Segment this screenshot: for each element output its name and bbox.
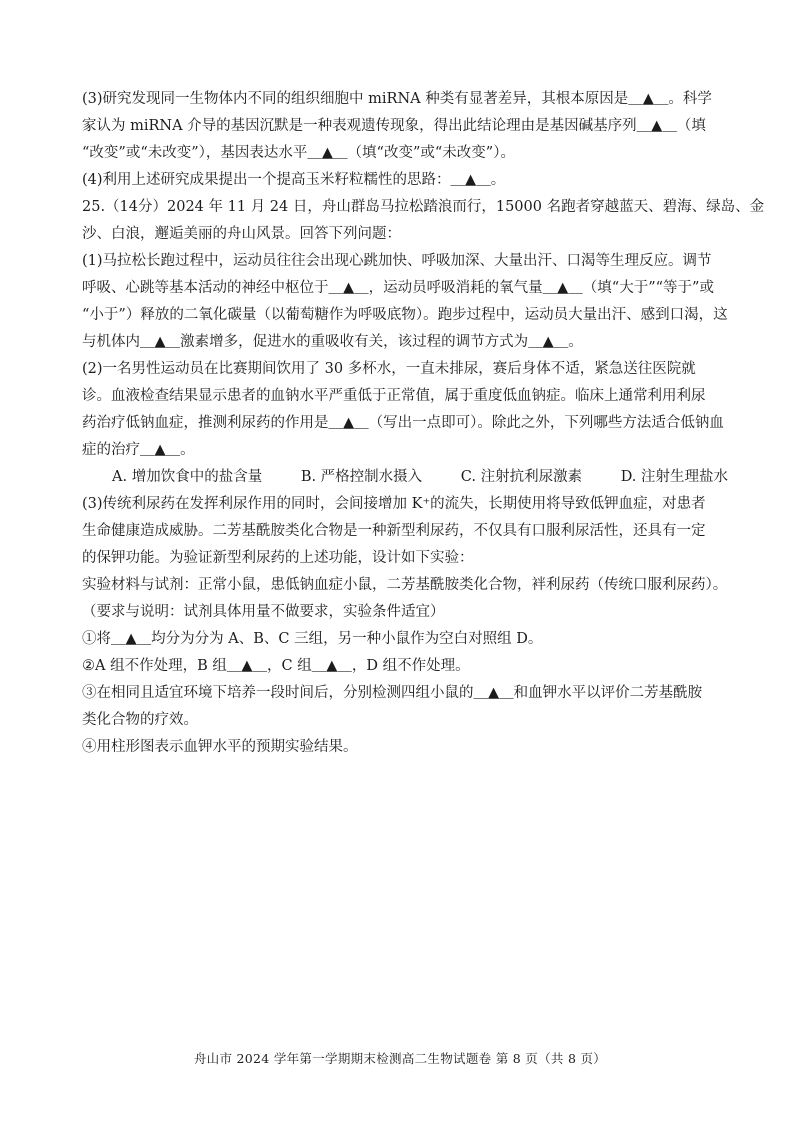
step-1: ①将＿▲＿均分为分为 A、B、C 三组，另一种小鼠作为空白对照组 D。 xyxy=(82,631,543,647)
text-line: （要求与说明：试剂具体用量不做要求，实验条件适宜） xyxy=(82,604,445,620)
text-line: (3)传统利尿药在发挥利尿作用的同时，会间接增加 K⁺的流失，长期使用将导致低钾血症，对患者 xyxy=(82,496,706,512)
text-line: (2)一名男性运动员在比赛期间饮用了 30 多杯水，一直未排尿，赛后身体不适，紧急送往医院就 xyxy=(82,361,696,377)
text-line: (3)研究发现同一生物体内不同的组织细胞中 miRNA 种类有显著差异，其根本原因是＿▲＿。科学 xyxy=(82,91,712,107)
text-line: 诊。血液检查结果显示患者的血钠水平严重低于正常值，属于重度低血钠症。临床上通常利用利尿 xyxy=(82,388,706,404)
step-2: ②A 组不作处理，B 组＿▲＿，C 组＿▲＿，D 组不作处理。 xyxy=(82,658,470,674)
text-line: 与机体内＿▲＿激素增多，促进水的重吸收有关，该过程的调节方式为＿▲＿。 xyxy=(82,334,583,350)
question-body xyxy=(82,86,765,761)
step-3: ③在相同且适宜环境下培养一段时间后，分别检测四组小鼠的＿▲＿和血钾水平以评价二芳基酰胺 xyxy=(82,685,703,701)
text-line: 的保钾功能。为验证新型利尿药的上述功能，设计如下实验： xyxy=(82,550,474,566)
answer-options xyxy=(82,464,729,491)
option-c: C. 注射抗利尿激素 xyxy=(460,469,583,485)
page-footer: 舟山市 2024 学年第一学期期末检测高二生物试题卷 第 8 页（共 8 页） xyxy=(193,1051,607,1066)
text-line: 实验材料与试剂：正常小鼠，患低钠血症小鼠，二芳基酰胺类化合物，袢利尿药（传统口服利尿药）。 xyxy=(82,577,728,593)
text-line: (4)利用上述研究成果提出一个提高玉米籽粒糯性的思路：＿▲＿。 xyxy=(82,172,506,188)
step-4: ④用柱形图表示血钾水平的预期实验结果。 xyxy=(82,739,358,755)
option-d: D. 注射生理盐水 xyxy=(620,469,729,485)
text-line: 沙、白浪，邂逅美丽的舟山风景。回答下列问题： xyxy=(82,226,401,242)
text-line: 呼吸、心跳等基本活动的神经中枢位于＿▲＿，运动员呼吸消耗的氧气量＿▲＿（填“大于”“等于”或 xyxy=(82,280,714,296)
text-line: 症的治疗＿▲＿。 xyxy=(82,442,195,458)
text-line: 类化合物的疗效。 xyxy=(82,712,198,728)
option-a: A. 增加饮食中的盐含量 xyxy=(112,469,263,485)
text-line: 家认为 miRNA 介导的基因沉默是一种表观遗传现象，得出此结论理由是基因碱基序列＿▲＿（填 xyxy=(82,118,706,134)
text-line: 药治疗低钠血症，推测利尿药的作用是＿▲＿（写出一点即可）。除此之外，下列哪些方法适合低钠血 xyxy=(82,415,724,431)
text-line: (1)马拉松长跑过程中，运动员往往会出现心跳加快、呼吸加深、大量出汗、口渴等生理反应。调节 xyxy=(82,253,712,269)
text-line: “小于”）释放的二氧化碳量（以葡萄糖作为呼吸底物）。跑步过程中，运动员大量出汗、感到口渴，这 xyxy=(82,307,728,323)
text-line: “改变”或“未改变”），基因表达水平＿▲＿（填“改变”或“未改变”）。 xyxy=(82,145,515,161)
option-b: B. 严格控制水摄入 xyxy=(300,469,423,485)
question-25-heading: 25.（14分）2024 年 11 月 24 日，舟山群岛马拉松踏浪而行，15000 名跑者穿越蓝天、碧海、绿岛、金 xyxy=(82,199,765,215)
text-line: 生命健康造成威胁。二芳基酰胺类化合物是一种新型利尿药，不仅具有口服利尿活性，还具有一定 xyxy=(82,523,706,539)
